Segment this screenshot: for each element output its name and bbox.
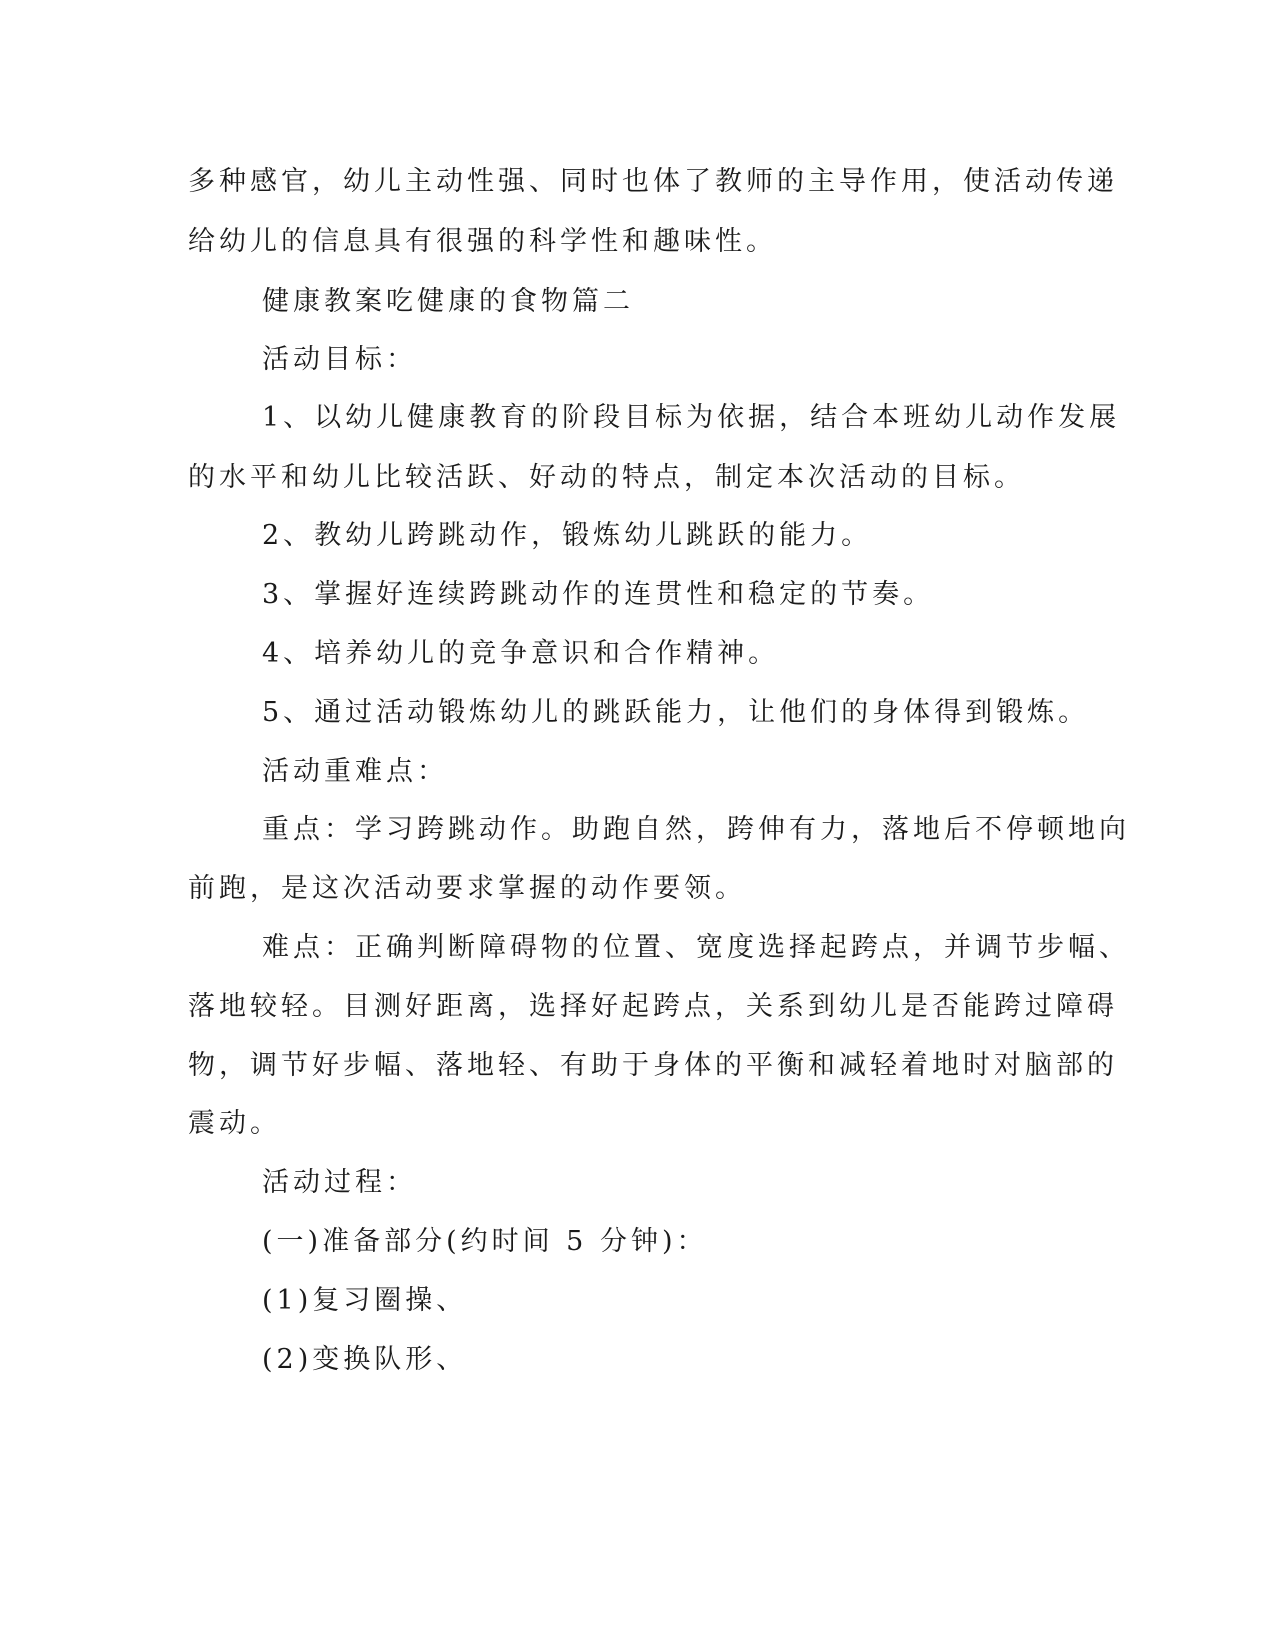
section-heading: 活动重难点： [262,756,448,787]
list-item: 1、以幼儿健康教育的阶段目标为依据，结合本班幼儿动作发展 [262,402,1121,433]
paragraph-line: 落地较轻。目测好距离，选择好起跨点，关系到幼儿是否能跨过障碍 [188,991,1118,1022]
paragraph-line: 难点：正确判断障碍物的位置、宽度选择起跨点，并调节步幅、 [262,932,1130,963]
list-item-continuation: 的水平和幼儿比较活跃、好动的特点，制定本次活动的目标。 [188,462,1025,493]
list-item: 4、培养幼儿的竞争意识和合作精神。 [262,638,780,669]
list-item: 3、掌握好连续跨跳动作的连贯性和稳定的节奏。 [262,579,935,610]
paragraph-line: 前跑，是这次活动要求掌握的动作要领。 [188,873,746,904]
subsection-heading: (一)准备部分(约时间 5 分钟)： [262,1226,708,1257]
paragraph-line: 重点：学习跨跳动作。助跑自然，跨伸有力，落地后不停顿地向 [262,814,1130,845]
list-item: 2、教幼儿跨跳动作，锻炼幼儿跳跃的能力。 [262,520,873,551]
paragraph-line: 物，调节好步幅、落地轻、有助于身体的平衡和减轻着地时对脑部的 [188,1050,1118,1081]
list-item: (2)变换队形、 [262,1344,468,1375]
list-item: (1)复习圈操、 [262,1285,468,1316]
section-heading: 活动过程： [262,1167,417,1198]
section-title: 健康教案吃健康的食物篇二 [262,286,634,317]
paragraph-line: 多种感官，幼儿主动性强、同时也体了教师的主导作用，使活动传递 [188,166,1118,197]
paragraph-line: 震动。 [188,1108,281,1139]
paragraph-line: 给幼儿的信息具有很强的科学性和趣味性。 [188,226,777,257]
section-heading: 活动目标： [262,344,417,375]
list-item: 5、通过活动锻炼幼儿的跳跃能力，让他们的身体得到锻炼。 [262,697,1090,728]
